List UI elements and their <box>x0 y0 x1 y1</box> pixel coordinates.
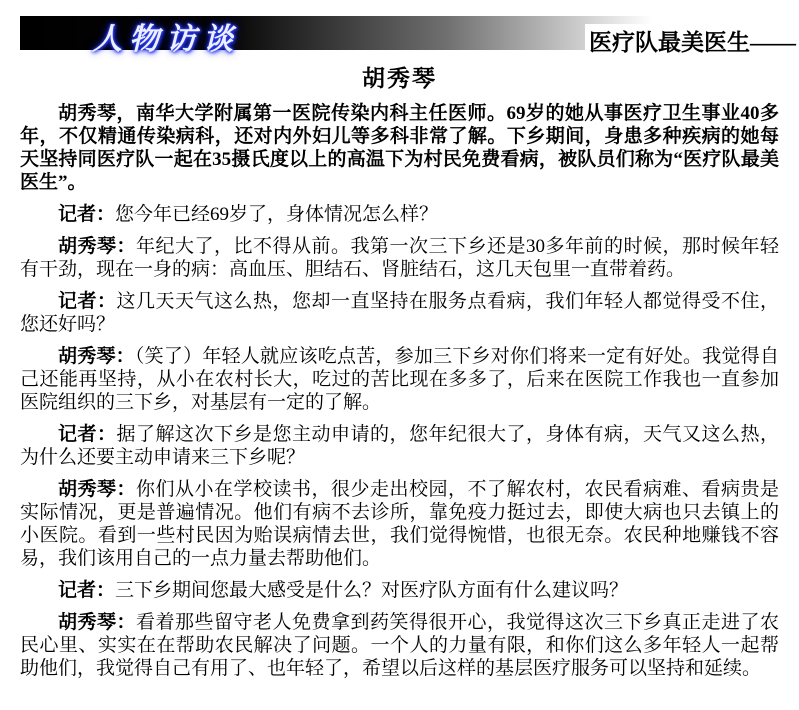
banner-title: 人物访谈 <box>92 23 240 56</box>
qa-text: 年纪大了，比不得从前。我第一次三下乡还是30多年前的时候，那时候年轻有干劲，现在一身的病：高血压、胆结石、肾脏结石，这几天包里一直带着药。 <box>20 236 779 280</box>
qa-paragraph <box>20 579 779 602</box>
speaker-label: 记者： <box>58 424 117 445</box>
document-header <box>0 0 799 56</box>
article-body <box>20 102 779 680</box>
qa-text: 看着那些留守老人免费拿到药笑得很开心，我觉得这次三下乡真正走进了农民心里、实实在在帮助农民解决了问题。一个人的力量有限，和你们这么多年轻人一起帮助他们，我觉得自己有用了、也年轻了，希望以后这样的基层医疗服务可以坚持和延续。 <box>20 612 779 679</box>
qa-paragraph <box>20 235 779 281</box>
speaker-label: 胡秀琴： <box>58 236 136 257</box>
speaker-label: 记者： <box>58 291 117 312</box>
qa-paragraph <box>20 290 779 336</box>
qa-paragraph <box>20 423 779 469</box>
series-title: 医疗队最美医生—— <box>585 24 796 57</box>
qa-paragraph <box>20 345 779 414</box>
qa-text: 据了解这次下乡是您主动申请的，您年纪很大了，身体有病，天气又这么热，为什么还要主动申请来三下乡呢？ <box>20 424 779 468</box>
qa-paragraph <box>20 611 779 680</box>
article-title: 胡秀琴 <box>362 66 437 91</box>
section-banner <box>20 16 665 56</box>
qa-paragraph <box>20 203 779 226</box>
qa-text: （笑了）年轻人就应该吃点苦，参加三下乡对你们将来一定有好处。我觉得自己还能再坚持，从小在农村长大，吃过的苦比现在多多了，后来在医院工作我也一直参加医院组织的三下乡，对基层有一定的了解。 <box>20 346 779 413</box>
speaker-label: 胡秀琴： <box>58 612 136 633</box>
speaker-label: 胡秀琴： <box>58 479 136 500</box>
speaker-label: 记者： <box>58 204 116 225</box>
qa-paragraph <box>20 478 779 570</box>
speaker-label: 胡秀琴： <box>58 346 135 367</box>
qa-text: 三下乡期间您最大感受是什么？对医疗队方面有什么建议吗？ <box>115 580 629 601</box>
qa-text: 您今年已经69岁了，身体情况怎么样？ <box>115 204 439 225</box>
speaker-label: 记者： <box>58 580 116 601</box>
intro-paragraph: 胡秀琴，南华大学附属第一医院传染内科主任医师。69岁的她从事医疗卫生事业40多年，不仅精通传染病科，还对内外妇儿等多科非常了解。下乡期间，身患多种疾病的她每天坚持同医疗队一起在35摄氏度以上的高温下为村民免费看病，被队员们称为“医疗队最美医生”。 <box>20 103 779 193</box>
qa-text: 你们从小在学校读书，很少走出校园，不了解农村，农民看病难、看病贵是实际情况，更是普遍情况。他们有病不去诊所，靠免疫力挺过去，即使大病也只去镇上的小医院。看到一些村民因为贻误病情去世，我们觉得惋惜，也很无奈。农民种地赚钱不容易，我们该用自己的一点力量去帮助他们。 <box>20 479 779 569</box>
qa-text: 这几天天气这么热，您却一直坚持在服务点看病，我们年轻人都觉得受不住，您还好吗？ <box>20 291 779 335</box>
